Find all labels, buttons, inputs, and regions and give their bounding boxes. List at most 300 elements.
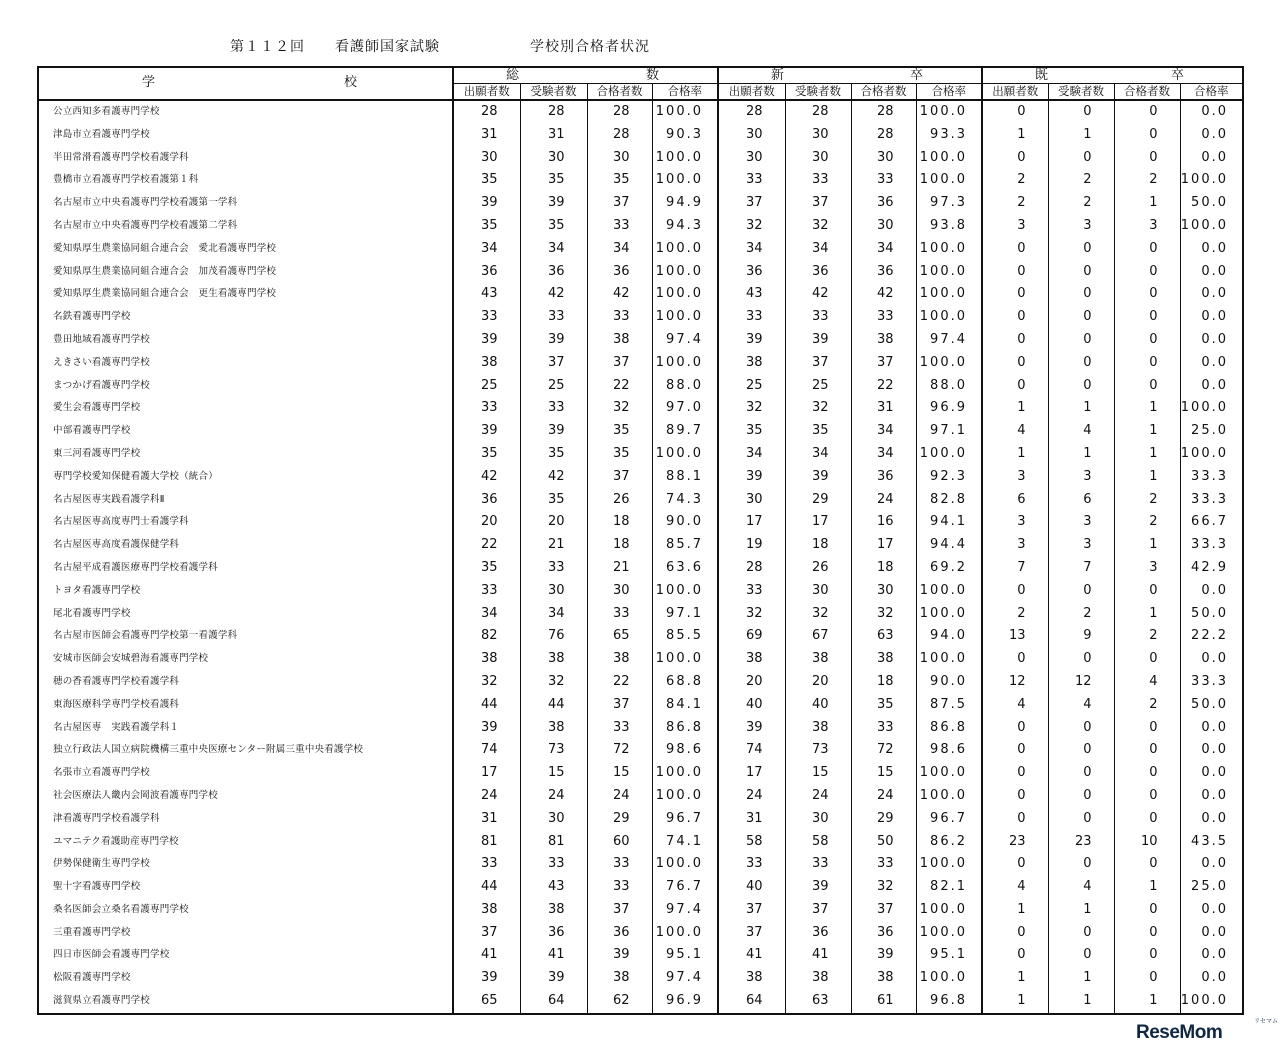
- group-total-char-1: 総: [506, 68, 520, 83]
- count-cell: 33: [851, 169, 916, 192]
- table-row: [38, 648, 1243, 671]
- count-cell: 17: [718, 762, 785, 785]
- school-name: 愛知県厚生農業協同組合連合会 愛北看護専門学校: [53, 242, 277, 254]
- pass-rate-cell: 100.0: [916, 922, 982, 945]
- count-cell: 28: [851, 100, 916, 124]
- count-cell: 21: [587, 557, 652, 580]
- count-cell: 41: [785, 944, 851, 967]
- count-cell: 0: [982, 808, 1048, 831]
- count-cell: 33: [520, 397, 587, 420]
- pass-rate-cell: 90.0: [916, 671, 982, 694]
- count-cell: 37: [587, 352, 652, 375]
- count-cell: 1: [1048, 397, 1114, 420]
- count-cell: 30: [520, 147, 587, 170]
- table-row: [38, 967, 1243, 990]
- pass-rate-cell: 0.0: [1180, 922, 1243, 945]
- count-cell: 2: [1048, 169, 1114, 192]
- count-cell: 58: [718, 831, 785, 854]
- count-cell: 50: [851, 831, 916, 854]
- count-cell: 37: [587, 466, 652, 489]
- count-cell: 38: [785, 717, 851, 740]
- school-name: 名古屋平成看護医療専門学校看護学科: [53, 561, 218, 573]
- col-pass-rate: 合格率: [916, 84, 982, 101]
- table-row: [38, 238, 1243, 261]
- count-cell: 30: [520, 580, 587, 603]
- pass-rate-cell: 88.0: [652, 375, 718, 398]
- count-cell: 20: [520, 511, 587, 534]
- pass-rate-cell: 96.7: [916, 808, 982, 831]
- count-cell: 2: [982, 192, 1048, 215]
- col-examinees: 受験者数: [520, 84, 587, 101]
- count-cell: 1: [1048, 124, 1114, 147]
- count-cell: 0: [1048, 352, 1114, 375]
- count-cell: 33: [587, 215, 652, 238]
- count-cell: 0: [1048, 375, 1114, 398]
- count-cell: 31: [718, 808, 785, 831]
- table-row: [38, 534, 1243, 557]
- table-row: [38, 511, 1243, 534]
- count-cell: 0: [1048, 306, 1114, 329]
- count-cell: 37: [587, 694, 652, 717]
- school-header-char-2: 校: [344, 74, 358, 90]
- pass-rate-cell: 93.3: [916, 124, 982, 147]
- school-name: ユマニテク看護助産専門学校: [53, 835, 179, 847]
- count-cell: 37: [851, 352, 916, 375]
- count-cell: 0: [1114, 306, 1180, 329]
- count-cell: 30: [587, 147, 652, 170]
- pass-rate-cell: 96.9: [652, 990, 718, 1014]
- count-cell: 7: [982, 557, 1048, 580]
- school-name: 三重看護専門学校: [53, 926, 131, 938]
- count-cell: 0: [1114, 261, 1180, 284]
- count-cell: 0: [982, 100, 1048, 124]
- count-cell: 33: [453, 853, 520, 876]
- count-cell: 18: [587, 511, 652, 534]
- count-cell: 34: [718, 238, 785, 261]
- count-cell: 28: [453, 100, 520, 124]
- school-column-header: [38, 67, 453, 100]
- count-cell: 0: [1048, 762, 1114, 785]
- pass-rate-cell: 100.0: [916, 100, 982, 124]
- count-cell: 0: [1048, 329, 1114, 352]
- count-cell: 24: [851, 489, 916, 512]
- count-cell: 0: [1114, 283, 1180, 306]
- pass-rate-cell: 86.8: [916, 717, 982, 740]
- pass-rate-cell: 25.0: [1180, 876, 1243, 899]
- count-cell: 35: [453, 169, 520, 192]
- count-cell: 6: [1048, 489, 1114, 512]
- count-cell: 81: [520, 831, 587, 854]
- pass-rate-cell: 100.0: [916, 261, 982, 284]
- table-row: [38, 762, 1243, 785]
- school-name: まつかげ看護専門学校: [53, 379, 151, 391]
- count-cell: 39: [453, 717, 520, 740]
- pass-rate-cell: 100.0: [652, 580, 718, 603]
- count-cell: 35: [453, 215, 520, 238]
- count-cell: 0: [982, 283, 1048, 306]
- count-cell: 3: [982, 466, 1048, 489]
- count-cell: 17: [718, 511, 785, 534]
- count-cell: 13: [982, 625, 1048, 648]
- pass-rate-cell: 84.1: [652, 694, 718, 717]
- results-table-body: [38, 100, 1243, 1014]
- count-cell: 33: [587, 306, 652, 329]
- count-cell: 69: [718, 625, 785, 648]
- school-name: 中部看護専門学校: [53, 425, 131, 437]
- count-cell: 82: [453, 625, 520, 648]
- count-cell: 38: [520, 899, 587, 922]
- count-cell: 39: [453, 967, 520, 990]
- school-name: 独立行政法人国立病院機構三重中央医療センター附属三重中央看護学校: [53, 744, 364, 756]
- count-cell: 2: [1114, 511, 1180, 534]
- count-cell: 1: [982, 899, 1048, 922]
- school-name: 名古屋市医師会看護専門学校第一看護学科: [53, 630, 238, 642]
- table-row: [38, 580, 1243, 603]
- pass-rate-cell: 96.9: [916, 397, 982, 420]
- pass-rate-cell: 68.8: [652, 671, 718, 694]
- count-cell: 42: [453, 466, 520, 489]
- count-cell: 33: [851, 306, 916, 329]
- count-cell: 22: [453, 534, 520, 557]
- count-cell: 1: [1114, 876, 1180, 899]
- count-cell: 0: [1048, 648, 1114, 671]
- count-cell: 35: [785, 420, 851, 443]
- count-cell: 25: [453, 375, 520, 398]
- count-cell: 34: [718, 443, 785, 466]
- count-cell: 10: [1114, 831, 1180, 854]
- count-cell: 34: [520, 603, 587, 626]
- count-cell: 33: [718, 169, 785, 192]
- count-cell: 33: [453, 397, 520, 420]
- count-cell: 30: [785, 147, 851, 170]
- count-cell: 3: [1114, 557, 1180, 580]
- pass-rate-cell: 97.4: [652, 329, 718, 352]
- pass-rate-cell: 87.5: [916, 694, 982, 717]
- pass-rate-cell: 97.3: [916, 192, 982, 215]
- count-cell: 2: [1114, 169, 1180, 192]
- count-cell: 18: [851, 671, 916, 694]
- count-cell: 32: [718, 603, 785, 626]
- pass-rate-cell: 22.2: [1180, 625, 1243, 648]
- pass-rate-cell: 0.0: [1180, 306, 1243, 329]
- count-cell: 0: [1048, 944, 1114, 967]
- count-cell: 76: [520, 625, 587, 648]
- count-cell: 0: [1048, 147, 1114, 170]
- table-row: [38, 443, 1243, 466]
- table-row: [38, 329, 1243, 352]
- count-cell: 0: [1114, 808, 1180, 831]
- pass-rate-cell: 100.0: [652, 147, 718, 170]
- pass-rate-cell: 100.0: [1180, 443, 1243, 466]
- pass-rate-cell: 98.6: [916, 739, 982, 762]
- count-cell: 31: [851, 397, 916, 420]
- pass-rate-cell: 85.5: [652, 625, 718, 648]
- count-cell: 3: [982, 511, 1048, 534]
- count-cell: 39: [785, 329, 851, 352]
- pass-rate-cell: 95.1: [652, 944, 718, 967]
- count-cell: 29: [851, 808, 916, 831]
- count-cell: 0: [982, 762, 1048, 785]
- count-cell: 37: [453, 922, 520, 945]
- count-cell: 61: [851, 990, 916, 1014]
- count-cell: 39: [520, 329, 587, 352]
- count-cell: 62: [587, 990, 652, 1014]
- count-cell: 36: [453, 489, 520, 512]
- school-name: 社会医療法人畿内会岡波看護専門学校: [53, 789, 218, 801]
- pass-rate-cell: 0.0: [1180, 762, 1243, 785]
- group-total-char-2: 数: [645, 68, 659, 83]
- school-header-char-1: 学: [142, 74, 156, 90]
- count-cell: 0: [1048, 717, 1114, 740]
- pass-rate-cell: 0.0: [1180, 944, 1243, 967]
- pass-rate-cell: 0.0: [1180, 648, 1243, 671]
- count-cell: 1: [982, 397, 1048, 420]
- count-cell: 24: [587, 785, 652, 808]
- count-cell: 35: [587, 169, 652, 192]
- count-cell: 1: [982, 124, 1048, 147]
- count-cell: 4: [1114, 671, 1180, 694]
- count-cell: 67: [785, 625, 851, 648]
- count-cell: 0: [1048, 853, 1114, 876]
- count-cell: 0: [1114, 648, 1180, 671]
- col-applicants: 出願者数: [718, 84, 785, 101]
- count-cell: 12: [982, 671, 1048, 694]
- school-name: 豊橋市立看護専門学校看護第１科: [53, 174, 199, 186]
- count-cell: 38: [520, 717, 587, 740]
- pass-rate-cell: 33.3: [1180, 534, 1243, 557]
- pass-rate-cell: 0.0: [1180, 375, 1243, 398]
- pass-rate-cell: 100.0: [652, 352, 718, 375]
- count-cell: 0: [1048, 922, 1114, 945]
- table-row: [38, 124, 1243, 147]
- pass-rate-cell: 96.8: [916, 990, 982, 1014]
- school-name: 名張市立看護専門学校: [53, 767, 151, 779]
- table-row: [38, 100, 1243, 124]
- pass-rate-cell: 100.0: [916, 967, 982, 990]
- pass-rate-cell: 90.0: [652, 511, 718, 534]
- pass-rate-cell: 33.3: [1180, 466, 1243, 489]
- count-cell: 0: [982, 375, 1048, 398]
- count-cell: 39: [718, 329, 785, 352]
- count-cell: 32: [851, 603, 916, 626]
- pass-rate-cell: 100.0: [916, 443, 982, 466]
- count-cell: 42: [785, 283, 851, 306]
- count-cell: 24: [785, 785, 851, 808]
- count-cell: 0: [1048, 261, 1114, 284]
- count-cell: 1: [1114, 990, 1180, 1014]
- count-cell: 25: [520, 375, 587, 398]
- count-cell: 4: [982, 420, 1048, 443]
- count-cell: 37: [520, 352, 587, 375]
- count-cell: 30: [718, 147, 785, 170]
- table-row: [38, 489, 1243, 512]
- count-cell: 43: [520, 876, 587, 899]
- table-row: [38, 283, 1243, 306]
- count-cell: 0: [1048, 739, 1114, 762]
- count-cell: 42: [520, 283, 587, 306]
- school-name: 穂の香看護専門学校看護学科: [53, 675, 180, 687]
- count-cell: 38: [453, 352, 520, 375]
- school-name: 伊勢保健衛生専門学校: [53, 858, 151, 870]
- pass-rate-cell: 50.0: [1180, 192, 1243, 215]
- count-cell: 33: [453, 580, 520, 603]
- count-cell: 0: [982, 306, 1048, 329]
- group-header-prior-grad: [982, 67, 1243, 84]
- table-row: [38, 876, 1243, 899]
- count-cell: 81: [453, 831, 520, 854]
- count-cell: 0: [1048, 785, 1114, 808]
- count-cell: 20: [718, 671, 785, 694]
- count-cell: 0: [1048, 808, 1114, 831]
- pass-rate-cell: 100.0: [652, 100, 718, 124]
- count-cell: 30: [785, 580, 851, 603]
- count-cell: 34: [851, 238, 916, 261]
- school-name: えきさい看護専門学校: [53, 356, 151, 368]
- count-cell: 33: [453, 306, 520, 329]
- pass-rate-cell: 100.0: [916, 603, 982, 626]
- count-cell: 4: [1048, 876, 1114, 899]
- table-row: [38, 603, 1243, 626]
- pass-rate-cell: 100.0: [652, 261, 718, 284]
- col-applicants: 出願者数: [453, 84, 520, 101]
- count-cell: 34: [851, 443, 916, 466]
- count-cell: 1: [1048, 967, 1114, 990]
- count-cell: 0: [982, 147, 1048, 170]
- count-cell: 36: [851, 466, 916, 489]
- count-cell: 33: [851, 717, 916, 740]
- group-prior-char-2: 卒: [1170, 68, 1184, 83]
- pass-rate-cell: 69.2: [916, 557, 982, 580]
- count-cell: 32: [851, 876, 916, 899]
- col-applicants: 出願者数: [982, 84, 1048, 101]
- count-cell: 0: [1114, 762, 1180, 785]
- count-cell: 33: [587, 853, 652, 876]
- count-cell: 20: [453, 511, 520, 534]
- count-cell: 17: [851, 534, 916, 557]
- count-cell: 3: [1048, 534, 1114, 557]
- count-cell: 32: [453, 671, 520, 694]
- count-cell: 2: [982, 603, 1048, 626]
- col-examinees: 受験者数: [785, 84, 851, 101]
- count-cell: 35: [520, 443, 587, 466]
- group-new-char-1: 新: [771, 68, 785, 83]
- count-cell: 38: [587, 648, 652, 671]
- count-cell: 15: [851, 762, 916, 785]
- exam-number: 第１１２回: [230, 39, 305, 55]
- pass-rate-cell: 85.7: [652, 534, 718, 557]
- count-cell: 2: [1048, 603, 1114, 626]
- count-cell: 39: [718, 717, 785, 740]
- count-cell: 73: [785, 739, 851, 762]
- count-cell: 0: [1114, 853, 1180, 876]
- pass-rate-cell: 94.3: [652, 215, 718, 238]
- pass-rate-cell: 97.1: [916, 420, 982, 443]
- count-cell: 1: [982, 967, 1048, 990]
- count-cell: 32: [520, 671, 587, 694]
- count-cell: 33: [520, 557, 587, 580]
- count-cell: 2: [1048, 192, 1114, 215]
- count-cell: 32: [718, 215, 785, 238]
- count-cell: 25: [718, 375, 785, 398]
- pass-rate-cell: 86.8: [652, 717, 718, 740]
- count-cell: 0: [1114, 329, 1180, 352]
- count-cell: 19: [718, 534, 785, 557]
- count-cell: 38: [718, 967, 785, 990]
- count-cell: 17: [785, 511, 851, 534]
- table-row: [38, 853, 1243, 876]
- document-subtitle: 学校別合格者状況: [530, 39, 650, 55]
- table-row: [38, 147, 1243, 170]
- pass-rate-cell: 100.0: [916, 853, 982, 876]
- table-row: [38, 831, 1243, 854]
- count-cell: 16: [851, 511, 916, 534]
- count-cell: 0: [1114, 580, 1180, 603]
- count-cell: 44: [453, 876, 520, 899]
- count-cell: 33: [587, 603, 652, 626]
- count-cell: 0: [1048, 238, 1114, 261]
- pass-rate-cell: 0.0: [1180, 261, 1243, 284]
- count-cell: 0: [1114, 124, 1180, 147]
- count-cell: 28: [587, 100, 652, 124]
- table-row: [38, 261, 1243, 284]
- pass-rate-cell: 100.0: [916, 899, 982, 922]
- table-row: [38, 466, 1243, 489]
- pass-rate-cell: 88.0: [916, 375, 982, 398]
- count-cell: 0: [1114, 922, 1180, 945]
- count-cell: 22: [851, 375, 916, 398]
- pass-rate-cell: 97.1: [652, 603, 718, 626]
- count-cell: 0: [982, 648, 1048, 671]
- school-name: 名古屋医専実践看護学科Ⅱ: [53, 493, 165, 505]
- school-name: 松阪看護専門学校: [53, 972, 131, 984]
- count-cell: 41: [520, 944, 587, 967]
- count-cell: 34: [785, 443, 851, 466]
- pass-rate-cell: 100.0: [1180, 169, 1243, 192]
- pass-rate-cell: 0.0: [1180, 967, 1243, 990]
- count-cell: 33: [718, 580, 785, 603]
- count-cell: 28: [520, 100, 587, 124]
- count-cell: 38: [453, 899, 520, 922]
- count-cell: 0: [982, 944, 1048, 967]
- count-cell: 4: [1048, 694, 1114, 717]
- pass-rate-cell: 100.0: [652, 762, 718, 785]
- count-cell: 65: [453, 990, 520, 1014]
- table-row: [38, 717, 1243, 740]
- count-cell: 0: [982, 853, 1048, 876]
- count-cell: 30: [718, 124, 785, 147]
- count-cell: 0: [1114, 717, 1180, 740]
- count-cell: 39: [587, 944, 652, 967]
- pass-rate-cell: 0.0: [1180, 238, 1243, 261]
- pass-rate-cell: 100.0: [652, 648, 718, 671]
- table-row: [38, 739, 1243, 762]
- count-cell: 28: [718, 557, 785, 580]
- count-cell: 60: [587, 831, 652, 854]
- count-cell: 39: [851, 944, 916, 967]
- count-cell: 0: [982, 238, 1048, 261]
- table-row: [38, 671, 1243, 694]
- count-cell: 34: [785, 238, 851, 261]
- pass-rate-cell: 0.0: [1180, 124, 1243, 147]
- count-cell: 0: [1114, 352, 1180, 375]
- school-name: 愛生会看護専門学校: [53, 402, 141, 414]
- table-row: [38, 352, 1243, 375]
- count-cell: 0: [1114, 147, 1180, 170]
- count-cell: 38: [520, 648, 587, 671]
- school-name: 滋賀県立看護専門学校: [53, 995, 151, 1007]
- count-cell: 37: [718, 192, 785, 215]
- school-name: 豊田地域看護専門学校: [53, 333, 151, 345]
